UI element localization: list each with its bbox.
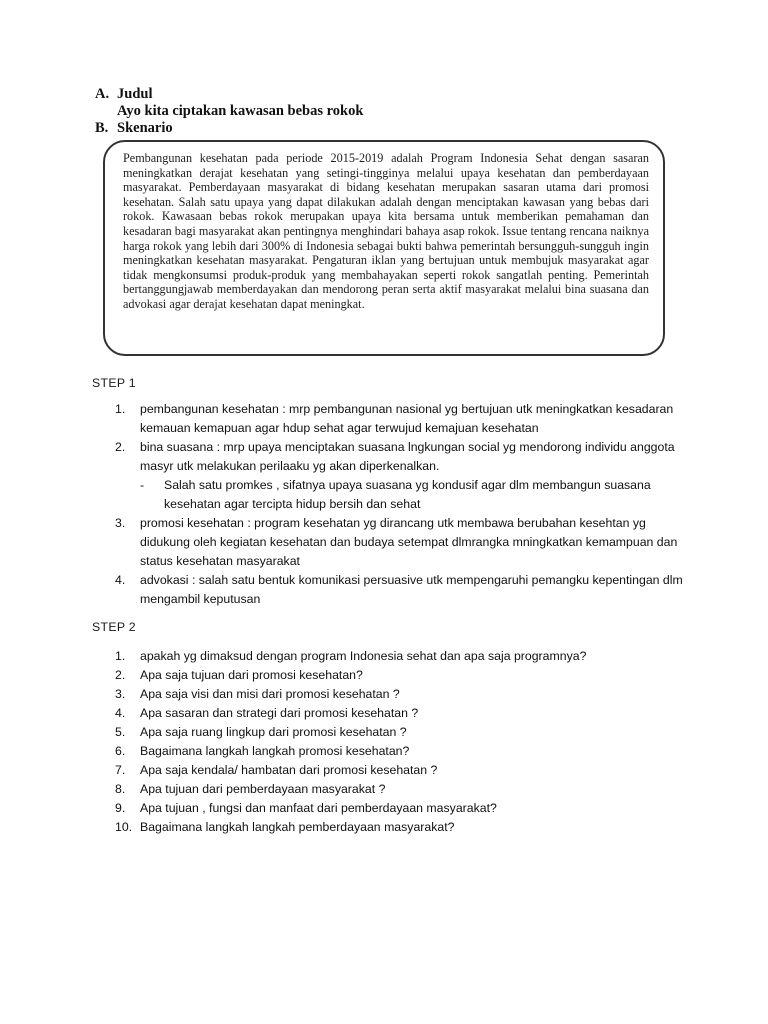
scenario-box: [103, 140, 665, 356]
scanned-header: [95, 86, 675, 137]
item-number: 4.: [115, 573, 126, 587]
list-item: [92, 818, 692, 837]
item-number: 1.: [115, 402, 126, 416]
list-item: [92, 704, 692, 723]
list-item: [92, 571, 692, 609]
section-a-label: A.: [95, 86, 110, 102]
sub-item: [140, 476, 692, 514]
step2-title: STEP 2: [92, 620, 136, 634]
list-item: [92, 685, 692, 704]
item-number: 9.: [115, 801, 126, 815]
step1-title: STEP 1: [92, 376, 136, 390]
item-number: 3.: [115, 687, 126, 701]
scenario-text: Pembangunan kesehatan pada periode 2015-2019 adalah Program Indonesia Sehat dengan sasaran meningkatkan derajat kesehatan yang setingi-tingginya melalui upaya kesehatan dan pemberdayaan masyarakat. Pemberdayaan masyarakat di bidang kesehatan merupakan sasaran utama dari promosi kesehatan. Salah satu upaya yang dapat dilakukan adalah dengan menciptakan kawasan yang bebas dari rokok. Kawasaan bebas rokok merupakan upaya kita bersama untuk memberikan pemahaman dan kesadaran bagi masyarakat akan pentingnya menghindari bahaya asap rokok. Issue tentang rencana naiknya harga rokok yang lebih dari 300% di Indonesia sebagai bukti bahwa pemerintah bersungguh-sungguh ingin meningkatkan kesehatan masyarakat. Pengaturan iklan yang bertujuan untuk membujuk masyarakat agar tidak mengkonsumsi produk-produk yang membahayakan seperti rokok sangatlah penting. Pemerintah bertanggungjawab memberdayakan dan mendorong peran serta aktif masyarakat melalui bina suasana dan advokasi agar derajat kesehatan dapat meningkat.: [123, 151, 649, 311]
list-item: [92, 780, 692, 799]
list-item: [92, 723, 692, 742]
step2-list: [92, 647, 692, 837]
item-text: promosi kesehatan : program kesehatan yg dirancang utk membawa berubahan kesehtan yg didukung oleh kegiatan kesehatan dan budaya setempat dlmrangka mningkatkan kemampuan dan status kesehatan masyarakat: [140, 516, 678, 568]
item-text: Apa saja visi dan misi dari promosi kesehatan ?: [140, 687, 400, 701]
item-text: bina suasana : mrp upaya menciptakan suasana lngkungan social yg mendorong individu anggota masyr utk melakukan perilaaku yg akan diperkenalkan.: [140, 440, 675, 473]
item-number: 3.: [115, 516, 126, 530]
item-number: 8.: [115, 782, 126, 796]
list-item: [92, 761, 692, 780]
item-text: apakah yg dimaksud dengan program Indonesia sehat dan apa saja programnya?: [140, 649, 587, 663]
list-item: [92, 666, 692, 685]
item-text: pembangunan kesehatan : mrp pembangunan nasional yg bertujuan utk meningkatkan kesadaran kemauan kemapuan agar hdup sehat agar terwujud kemajuan kesehatan: [140, 402, 674, 435]
item-number: 2.: [115, 668, 126, 682]
item-text: Bagaimana langkah langkah pemberdayaan masyarakat?: [140, 820, 455, 834]
list-item: [92, 742, 692, 761]
item-text: Bagaimana langkah langkah promosi kesehatan?: [140, 744, 410, 758]
section-a-title: Judul: [117, 86, 153, 102]
item-text: advokasi : salah satu bentuk komunikasi persuasive utk mempengaruhi pemangku kepentingan dlm mengambil keputusan: [140, 573, 683, 606]
list-item: [92, 799, 692, 818]
step1-list: [92, 400, 692, 609]
item-text: Apa tujuan dari pemberdayaan masyarakat ?: [140, 782, 386, 796]
section-a-heading: [95, 86, 675, 103]
item-number: 7.: [115, 763, 126, 777]
item-text: Apa saja ruang lingkup dari promosi kesehatan ?: [140, 725, 407, 739]
sub-item-dash: -: [140, 478, 145, 492]
item-number: 2.: [115, 440, 126, 454]
step1-section: [92, 400, 692, 609]
list-item: [92, 400, 692, 438]
sub-item-text: Salah satu promkes , sifatnya upaya suasana yg kondusif agar dlm membangun suasana kesehatan agar tercipta hidup bersih dan sehat: [164, 478, 651, 511]
list-item: [92, 514, 692, 571]
list-item: [92, 647, 692, 666]
section-b-title: Skenario: [117, 120, 173, 136]
item-text: Apa sasaran dan strategi dari promosi kesehatan ?: [140, 706, 419, 720]
step2-section: [92, 647, 692, 837]
item-number: 10.: [115, 820, 133, 834]
item-text: Apa tujuan , fungsi dan manfaat dari pemberdayaan masyarakat?: [140, 801, 497, 815]
list-item: [92, 438, 692, 514]
item-text: Apa saja tujuan dari promosi kesehatan?: [140, 668, 363, 682]
section-b-label: B.: [95, 120, 109, 136]
item-text: Apa saja kendala/ hambatan dari promosi kesehatan ?: [140, 763, 438, 777]
item-number: 5.: [115, 725, 126, 739]
item-number: 1.: [115, 649, 126, 663]
item-number: 4.: [115, 706, 126, 720]
section-b-heading: [95, 120, 675, 137]
item-number: 6.: [115, 744, 126, 758]
judul-text: Ayo kita ciptakan kawasan bebas rokok: [117, 103, 364, 119]
